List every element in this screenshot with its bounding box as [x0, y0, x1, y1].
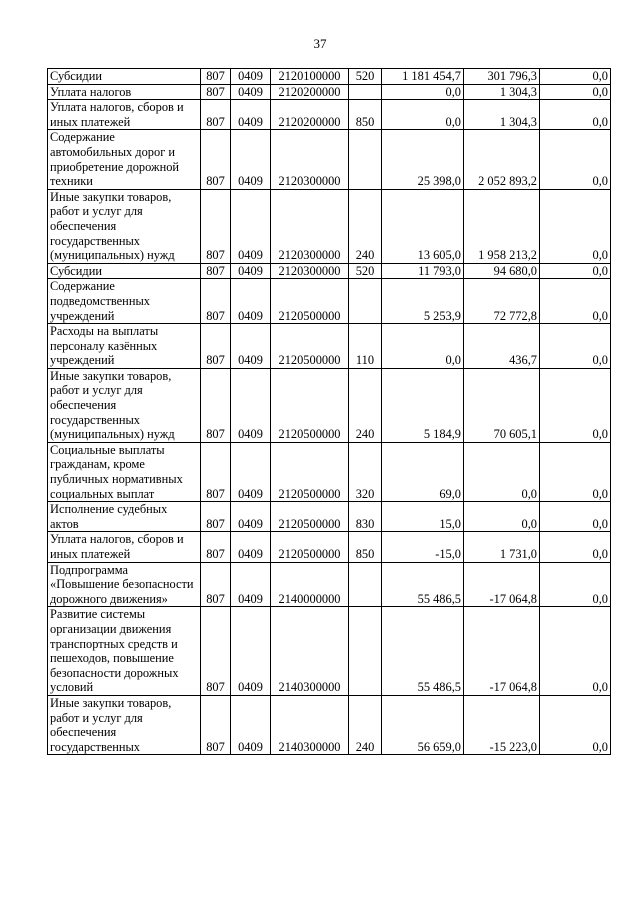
row-name: Содержание подведомственных учреждений	[48, 279, 201, 324]
table-row	[48, 442, 611, 501]
expense-type: 240	[349, 695, 382, 754]
table-row	[48, 607, 611, 696]
table-row	[48, 324, 611, 369]
ministry-code: 807	[201, 607, 231, 696]
amount-2: 1 304,3	[464, 84, 540, 100]
target-article: 2140000000	[271, 562, 349, 607]
expense-type	[349, 562, 382, 607]
row-name: Подпрограмма «Повышение безопасности дорожного движения»	[48, 562, 201, 607]
table-row	[48, 368, 611, 442]
amount-2: 72 772,8	[464, 279, 540, 324]
section-code: 0409	[231, 502, 271, 532]
amount-1: 11 793,0	[382, 263, 464, 279]
section-code: 0409	[231, 532, 271, 562]
amount-1: 55 486,5	[382, 607, 464, 696]
amount-2: 70 605,1	[464, 368, 540, 442]
target-article: 2120100000	[271, 69, 349, 85]
section-code: 0409	[231, 263, 271, 279]
expense-type: 240	[349, 368, 382, 442]
amount-2: -17 064,8	[464, 562, 540, 607]
table-row	[48, 84, 611, 100]
amount-2: 0,0	[464, 442, 540, 501]
amount-2: 1 304,3	[464, 100, 540, 130]
section-code: 0409	[231, 69, 271, 85]
section-code: 0409	[231, 695, 271, 754]
row-name: Развитие системы организации движения транспортных средств и пешеходов, повышение безопасности дорожных условий	[48, 607, 201, 696]
amount-3: 0,0	[540, 130, 611, 189]
amount-2: 1 731,0	[464, 532, 540, 562]
expense-type	[349, 84, 382, 100]
amount-1: 5 253,9	[382, 279, 464, 324]
target-article: 2120500000	[271, 279, 349, 324]
target-article: 2120500000	[271, 368, 349, 442]
ministry-code: 807	[201, 324, 231, 369]
target-article: 2120300000	[271, 263, 349, 279]
expense-type: 520	[349, 69, 382, 85]
ministry-code: 807	[201, 368, 231, 442]
target-article: 2120500000	[271, 532, 349, 562]
amount-3: 0,0	[540, 279, 611, 324]
expense-type: 850	[349, 532, 382, 562]
row-name: Социальные выплаты гражданам, кроме публичных нормативных социальных выплат	[48, 442, 201, 501]
amount-1: -15,0	[382, 532, 464, 562]
amount-1: 15,0	[382, 502, 464, 532]
row-name: Расходы на выплаты персоналу казённых учреждений	[48, 324, 201, 369]
amount-3: 0,0	[540, 502, 611, 532]
expense-type: 830	[349, 502, 382, 532]
section-code: 0409	[231, 562, 271, 607]
amount-1: 0,0	[382, 324, 464, 369]
target-article: 2120300000	[271, 189, 349, 263]
section-code: 0409	[231, 100, 271, 130]
expense-type	[349, 607, 382, 696]
page-number: 37	[313, 36, 327, 51]
amount-3: 0,0	[540, 368, 611, 442]
amount-3: 0,0	[540, 442, 611, 501]
row-name: Содержание автомобильных дорог и приобретение дорожной техники	[48, 130, 201, 189]
expense-type: 520	[349, 263, 382, 279]
amount-3: 0,0	[540, 189, 611, 263]
row-name: Исполнение судебных актов	[48, 502, 201, 532]
row-name: Субсидии	[48, 263, 201, 279]
amount-1: 1 181 454,7	[382, 69, 464, 85]
ministry-code: 807	[201, 189, 231, 263]
ministry-code: 807	[201, 130, 231, 189]
row-name: Уплата налогов, сборов и иных платежей	[48, 100, 201, 130]
ministry-code: 807	[201, 100, 231, 130]
target-article: 2120500000	[271, 442, 349, 501]
table-row	[48, 502, 611, 532]
target-article: 2120300000	[271, 130, 349, 189]
ministry-code: 807	[201, 695, 231, 754]
amount-2: 0,0	[464, 502, 540, 532]
amount-1: 56 659,0	[382, 695, 464, 754]
amount-2: 436,7	[464, 324, 540, 369]
table-row	[48, 263, 611, 279]
row-name: Уплата налогов, сборов и иных платежей	[48, 532, 201, 562]
row-name: Уплата налогов	[48, 84, 201, 100]
amount-1: 0,0	[382, 100, 464, 130]
section-code: 0409	[231, 84, 271, 100]
table-row	[48, 279, 611, 324]
amount-2: 2 052 893,2	[464, 130, 540, 189]
amount-1: 13 605,0	[382, 189, 464, 263]
amount-2: 1 958 213,2	[464, 189, 540, 263]
section-code: 0409	[231, 442, 271, 501]
amount-1: 5 184,9	[382, 368, 464, 442]
amount-2: 94 680,0	[464, 263, 540, 279]
budget-table	[47, 68, 611, 755]
section-code: 0409	[231, 324, 271, 369]
section-code: 0409	[231, 189, 271, 263]
ministry-code: 807	[201, 69, 231, 85]
amount-2: -17 064,8	[464, 607, 540, 696]
target-article: 2140300000	[271, 695, 349, 754]
ministry-code: 807	[201, 442, 231, 501]
ministry-code: 807	[201, 263, 231, 279]
amount-3: 0,0	[540, 562, 611, 607]
amount-3: 0,0	[540, 607, 611, 696]
row-name: Иные закупки товаров, работ и услуг для обеспечения государственных (муниципальных) нужд	[48, 189, 201, 263]
expense-type	[349, 279, 382, 324]
ministry-code: 807	[201, 84, 231, 100]
section-code: 0409	[231, 607, 271, 696]
table-row	[48, 532, 611, 562]
expense-type: 850	[349, 100, 382, 130]
expense-type: 110	[349, 324, 382, 369]
ministry-code: 807	[201, 562, 231, 607]
expense-type	[349, 130, 382, 189]
ministry-code: 807	[201, 532, 231, 562]
target-article: 2120200000	[271, 100, 349, 130]
amount-3: 0,0	[540, 324, 611, 369]
amount-1: 0,0	[382, 84, 464, 100]
amount-1: 55 486,5	[382, 562, 464, 607]
amount-1: 69,0	[382, 442, 464, 501]
ministry-code: 807	[201, 502, 231, 532]
budget-table-body	[48, 69, 611, 755]
table-row	[48, 562, 611, 607]
amount-3: 0,0	[540, 695, 611, 754]
amount-2: 301 796,3	[464, 69, 540, 85]
row-name: Иные закупки товаров, работ и услуг для обеспечения государственных	[48, 695, 201, 754]
table-row	[48, 100, 611, 130]
row-name: Иные закупки товаров, работ и услуг для обеспечения государственных (муниципальных) нужд	[48, 368, 201, 442]
amount-1: 25 398,0	[382, 130, 464, 189]
table-row	[48, 69, 611, 85]
amount-3: 0,0	[540, 84, 611, 100]
target-article: 2120200000	[271, 84, 349, 100]
amount-3: 0,0	[540, 100, 611, 130]
table-row	[48, 130, 611, 189]
section-code: 0409	[231, 130, 271, 189]
target-article: 2120500000	[271, 502, 349, 532]
amount-3: 0,0	[540, 263, 611, 279]
amount-2: -15 223,0	[464, 695, 540, 754]
table-row	[48, 695, 611, 754]
expense-type: 320	[349, 442, 382, 501]
section-code: 0409	[231, 279, 271, 324]
section-code: 0409	[231, 368, 271, 442]
amount-3: 0,0	[540, 532, 611, 562]
target-article: 2140300000	[271, 607, 349, 696]
ministry-code: 807	[201, 279, 231, 324]
target-article: 2120500000	[271, 324, 349, 369]
row-name: Субсидии	[48, 69, 201, 85]
expense-type: 240	[349, 189, 382, 263]
amount-3: 0,0	[540, 69, 611, 85]
table-row	[48, 189, 611, 263]
